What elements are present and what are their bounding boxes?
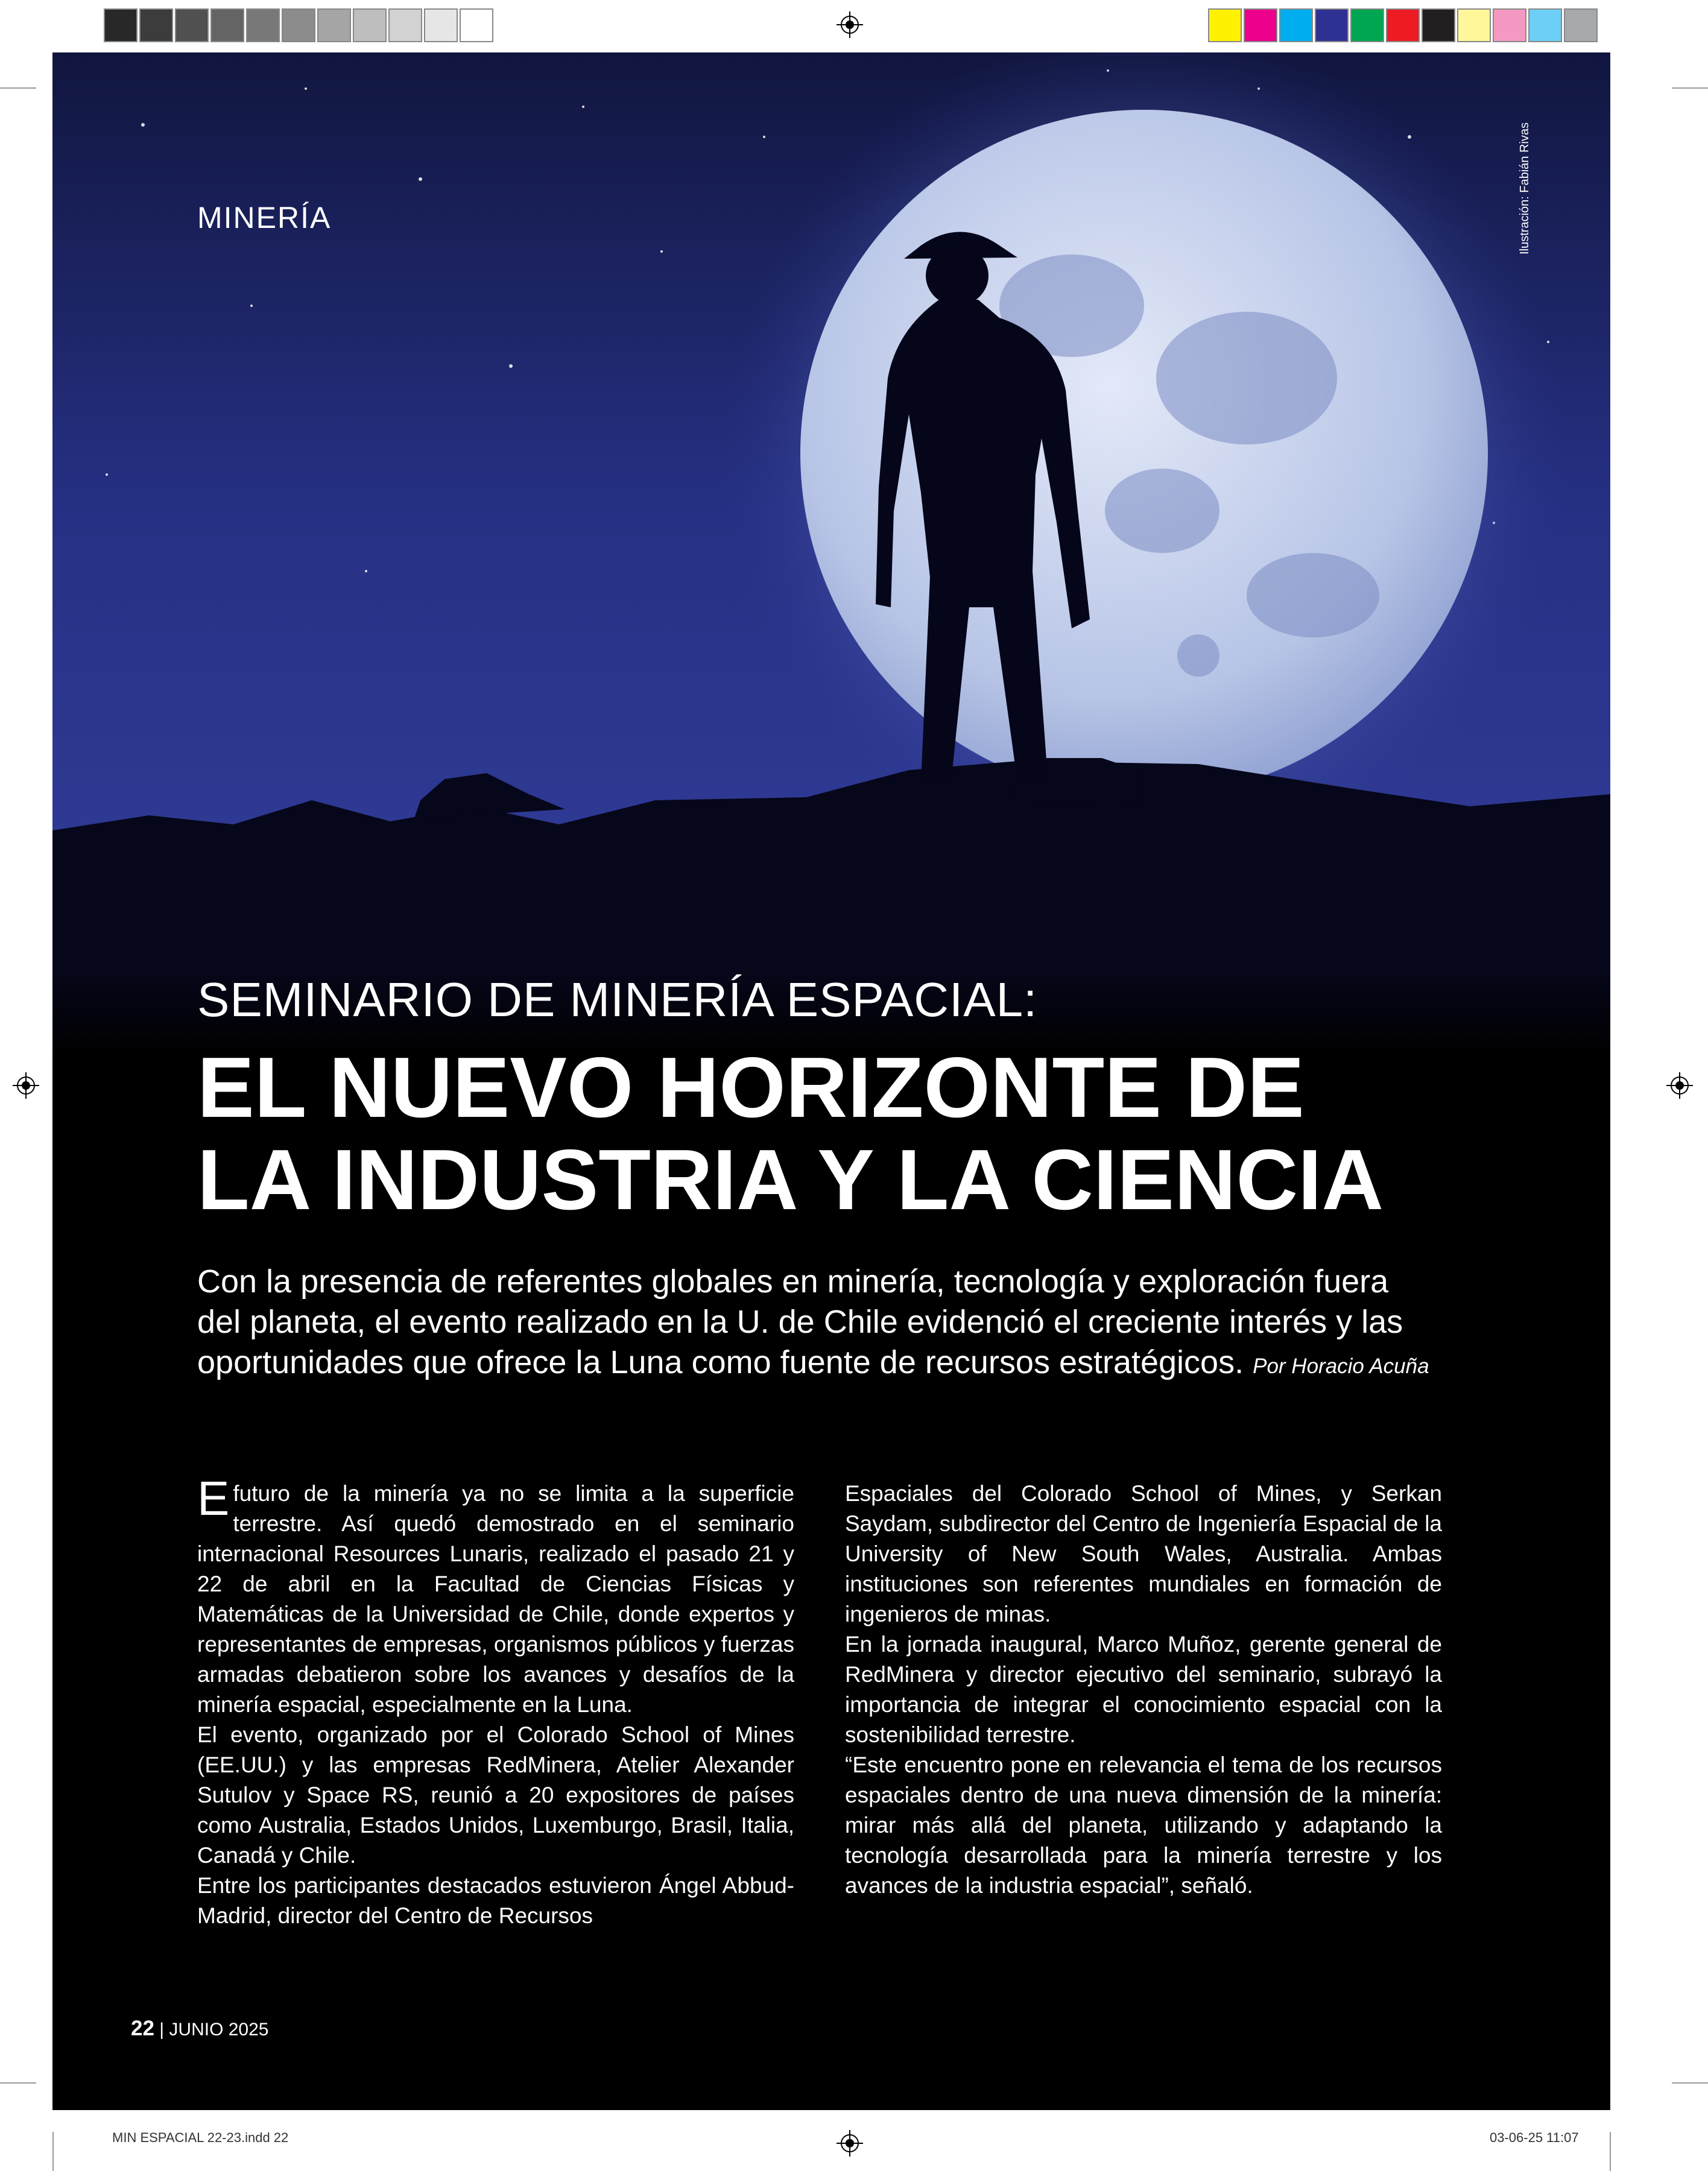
body-paragraph: “Este encuentro pone en relevancia el tema de los recursos espaciales dentro de una nueva dimensión de la minería: mirar más allá del planeta, utilizando y adaptando la tecnología desarrollada para la minería terrestre y los avances de la industria espacial”, señaló.	[845, 1752, 1442, 1898]
body-column-2	[845, 1479, 1442, 1901]
issue-date: | JUNIO 2025	[159, 2020, 269, 2040]
crop-mark	[0, 87, 36, 89]
byline: Por Horacio Acuña	[1253, 1354, 1429, 1378]
body-paragraph: El evento, organizado por el Colorado School of Mines (EE.UU.) y las empresas RedMinera, Atelier Alexander Sutulov y Space RS, reunió a 20 expositores de países como Australia, Estados Unidos, Luxemburgo, Brasil, Italia, Canadá y Chile.	[197, 1722, 794, 1868]
grayscale-color-bar	[104, 8, 495, 42]
page-folio	[131, 2017, 268, 2041]
drop-cap: E	[197, 1471, 230, 1525]
color-swatch	[1350, 8, 1384, 42]
lede-text: Con la presencia de referentes globales en minería, tecnología y exploración fuera del planeta, el evento realizado en la U. de Chile evidenció el creciente interés y las oportunidades que ofrece la Luna como fuente de recursos estratégicos.	[197, 1263, 1403, 1380]
color-swatch	[1208, 8, 1242, 42]
image-credit: Ilustración: Fabián Rivas	[1518, 122, 1531, 254]
color-swatch	[1386, 8, 1420, 42]
page-number: 22	[131, 2017, 154, 2040]
gray-swatch	[282, 8, 315, 42]
registration-mark-icon	[837, 11, 863, 38]
gray-swatch	[246, 8, 280, 42]
body-paragraph: Entre los participantes destacados estuvieron Ángel Abbud-Madrid, director del Centro de Recursos	[197, 1873, 794, 1928]
body-paragraph	[197, 1471, 794, 1720]
slug-timestamp: 03-06-25 11:07	[1490, 2130, 1579, 2145]
article-lede	[197, 1262, 1440, 1386]
registration-mark-icon	[1666, 1072, 1693, 1099]
gray-swatch	[424, 8, 458, 42]
color-swatch	[1244, 8, 1277, 42]
body-paragraph: Espaciales del Colorado School of Mines, y Serkan Saydam, subdirector del Centro de Ingeniería Espacial de la University of New South Wales, Australia. Ambas instituciones son referentes mundiales en formación de ingenieros de minas.	[845, 1481, 1442, 1626]
title-line: LA INDUSTRIA Y LA CIENCIA	[197, 1132, 1384, 1228]
crop-mark	[52, 2132, 54, 2171]
process-color-bar	[1208, 8, 1599, 42]
gray-swatch	[460, 8, 493, 42]
gray-swatch	[210, 8, 244, 42]
color-swatch	[1528, 8, 1562, 42]
paragraph-text: futuro de la minería ya no se limita a la superficie terrestre. Así quedó demostrado en el seminario internacional Resources Lunaris, realizado el pasado 21 y 22 de abril en la Facultad de Ciencias Físicas y Matemáticas de la Universidad de Chile, donde expertos y representantes de empresas, organismos públicos y fuerzas armadas debatieron sobre los avances y desafíos de la minería espacial, especialmente en la Luna.	[197, 1481, 794, 1717]
crop-mark	[1672, 2082, 1708, 2084]
registration-mark-icon	[837, 2130, 863, 2157]
article-kicker: SEMINARIO DE MINERÍA ESPACIAL:	[197, 973, 1038, 1026]
gray-swatch	[104, 8, 138, 42]
body-column-1	[197, 1471, 794, 1931]
color-swatch	[1564, 8, 1598, 42]
crop-mark	[0, 2082, 36, 2084]
color-swatch	[1422, 8, 1455, 42]
moon	[800, 110, 1488, 797]
magazine-page	[52, 52, 1610, 2110]
registration-mark-icon	[13, 1072, 39, 1099]
color-swatch	[1315, 8, 1349, 42]
color-swatch	[1279, 8, 1313, 42]
title-line: EL NUEVO HORIZONTE DE	[197, 1040, 1305, 1136]
article-title	[197, 1041, 1384, 1227]
crop-mark	[1672, 87, 1708, 89]
gray-swatch	[388, 8, 422, 42]
slug-filename: MIN ESPACIAL 22-23.indd 22	[112, 2130, 289, 2145]
crop-mark	[1610, 2132, 1611, 2171]
gray-swatch	[175, 8, 209, 42]
gray-swatch	[317, 8, 351, 42]
color-swatch	[1457, 8, 1491, 42]
color-swatch	[1493, 8, 1526, 42]
gray-swatch	[139, 8, 173, 42]
body-paragraph: En la jornada inaugural, Marco Muñoz, gerente general de RedMinera y director ejecutivo del seminario, subrayó la importancia de integrar el conocimiento espacial con la sostenibilidad terrestre.	[845, 1632, 1442, 1747]
section-label: MINERÍA	[197, 201, 332, 235]
gray-swatch	[353, 8, 387, 42]
